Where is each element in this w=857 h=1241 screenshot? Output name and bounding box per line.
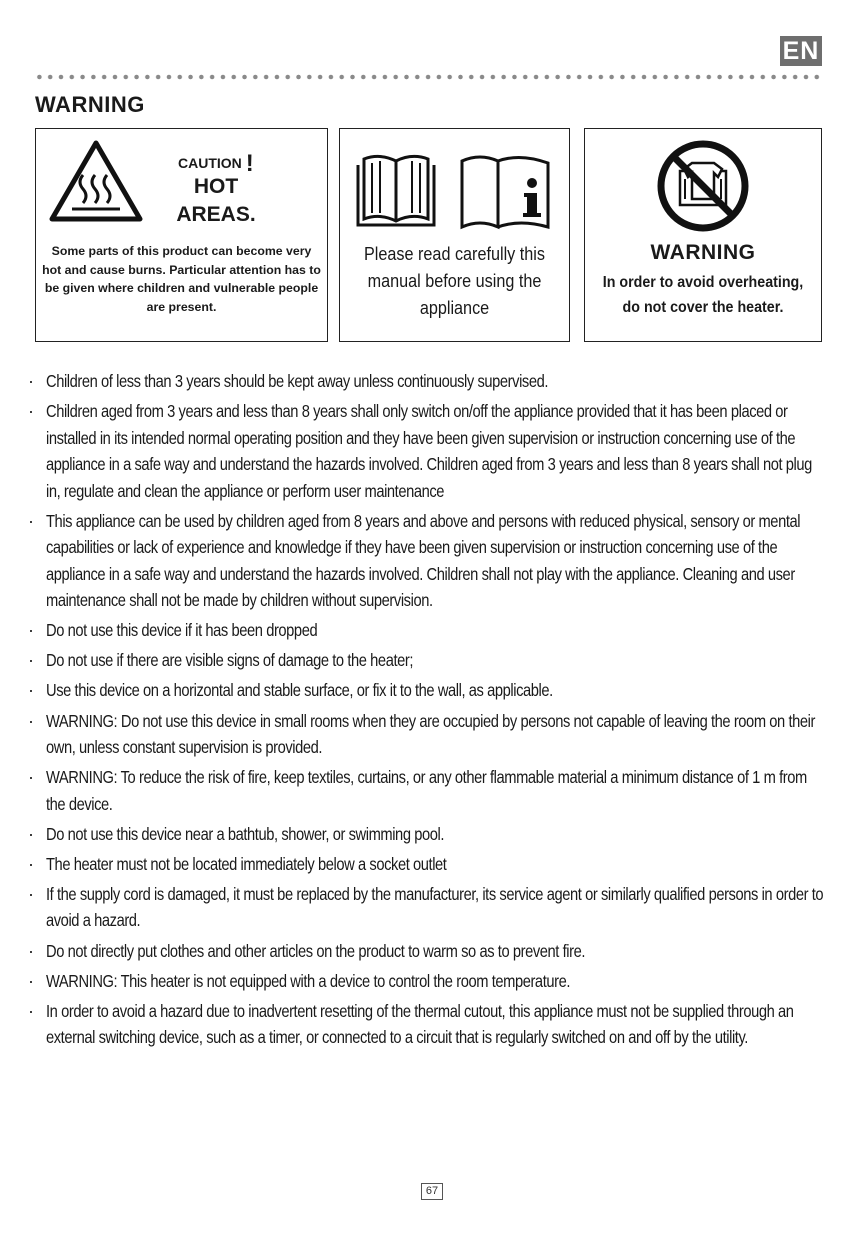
safety-instructions-list <box>28 368 828 1054</box>
list-item <box>28 851 828 878</box>
hot-areas-label: HOT AREAS. <box>176 175 256 226</box>
list-item-text: · Children aged from 3 years and less than 8 years shall only switch on/off the appliance provided that it has been placed or installed in its intended normal operating position and they have been given supervision or instruction concerning use of the appliance in a safe way and understand the hazards involved. Children aged from 3 years and less than 8 years shall not plug in, regulate and clean the appliance or perform user maintenance <box>46 401 812 501</box>
list-item <box>28 998 828 1051</box>
list-item <box>28 677 828 704</box>
cover-warning-title: WARNING <box>650 241 756 264</box>
list-item-text: · WARNING: This heater is not equipped with a device to control the room temperature. <box>46 970 571 991</box>
section-title: WARNING <box>35 92 145 117</box>
list-item <box>28 508 828 614</box>
list-item-text: · This appliance can be used by children aged from 8 years and above and persons with reduced physical, sensory or mental capabilities or lack of experience and knowledge if they have been given supervision or instruction concerning use of the appliance in a safe way and understand the hazards involved. Children shall not play with the appliance. Cleaning and user maintenance shall not be made by children without supervision. <box>46 510 801 611</box>
list-item-text: · Children of less than 3 years should be kept away unless continuously supervised. <box>46 371 549 391</box>
exclamation-mark: ! <box>245 150 254 177</box>
list-item-text: · The heater must not be located immediately below a socket outlet <box>46 853 447 874</box>
list-item <box>28 764 828 817</box>
caution-label <box>178 147 254 175</box>
dotted-divider <box>34 74 824 80</box>
list-item-text: · Do not use if there are visible signs of damage to the heater; <box>46 650 414 671</box>
list-item <box>28 398 828 504</box>
list-item <box>28 968 828 995</box>
hot-surface-panel <box>35 128 328 342</box>
language-badge: EN <box>780 36 822 66</box>
read-manual-panel <box>339 128 570 342</box>
list-item-text: · Do not directly put clothes and other articles on the product to warm so as to prevent fire. <box>46 940 586 961</box>
list-item <box>28 938 828 965</box>
list-item <box>28 881 828 934</box>
list-item-text: · WARNING: Do not use this device in small rooms when they are occupied by persons not capable of leaving the room on their own, unless constant supervision is provided. <box>46 710 815 758</box>
hot-surface-warning-icon <box>46 137 146 227</box>
info-document-icon <box>458 151 554 231</box>
list-item <box>28 368 828 395</box>
list-item-text: · If the supply cord is damaged, it must be replaced by the manufacturer, its service agent or similarly qualified persons in order to avoid a hazard. <box>46 883 824 931</box>
page-number: 67 <box>421 1183 443 1200</box>
list-item-text: · Do not use this device if it has been dropped <box>46 620 318 641</box>
do-not-cover-icon <box>656 139 750 233</box>
list-item <box>28 647 828 674</box>
list-item-text: · Do not use this device near a bathtub, shower, or swimming pool. <box>46 823 445 844</box>
list-item-text: · In order to avoid a hazard due to inadvertent resetting of the thermal cutout, this appliance must not be supplied through an external switching device, such as a timer, or connected to a circuit that is regularly switched on and off by the utility. <box>46 1000 794 1048</box>
hot-surface-description: Some parts of this product can become very hot and cause burns. Particular attention has to be given where children and vulnerable people are present. <box>42 244 321 314</box>
caution-text: CAUTION <box>178 155 242 171</box>
list-item <box>28 708 828 761</box>
open-book-icon <box>352 151 440 231</box>
do-not-cover-panel <box>584 128 822 342</box>
read-manual-text: Please read carefully this manual before using the appliance <box>363 244 545 318</box>
list-item <box>28 821 828 848</box>
list-item-text: · Use this device on a horizontal and stable surface, or fix it to the wall, as applicable. <box>46 680 553 701</box>
cover-warning-text: In order to avoid overheating, do not cover the heater. <box>602 274 804 316</box>
list-item <box>28 617 828 644</box>
list-item-text: · WARNING: To reduce the risk of fire, keep textiles, curtains, or any other flammable material a minimum distance of 1 m from the device. <box>46 767 807 814</box>
